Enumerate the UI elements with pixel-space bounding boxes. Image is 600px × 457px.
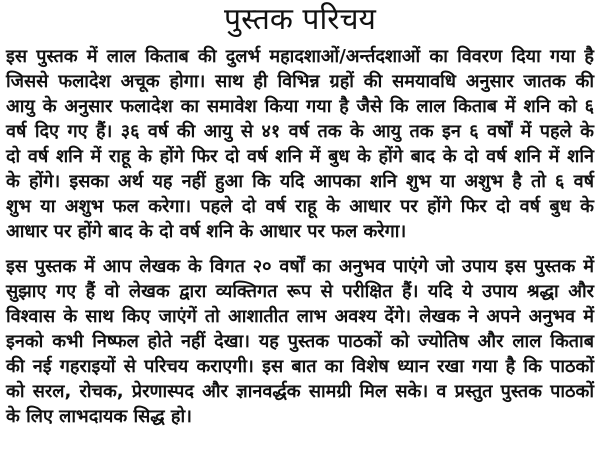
text-line: आधार पर होंगे बाद के दो वर्ष शनि के आधार पर फल करेगा। <box>6 221 407 242</box>
text-line: सुझाए गए हैं वो लेखक द्वारा व्यक्तिगत रूप से परीक्षित हैं। यदि ये उपाय श्रद्धा और <box>6 281 594 302</box>
text-line: वर्ष दिए गए हैं। ३६ वर्ष की आयु से ४१ वर्ष तक के आयु तक इन ६ वर्षों में पहले के <box>6 121 594 142</box>
text-line: को सरल, रोचक, प्रेरणास्पद और ज्ञानवर्द्धक सामग्री मिल सके। व प्रस्तुत पुस्तक पाठकों <box>6 381 594 402</box>
paragraph-1 <box>6 44 594 244</box>
text-line: जिससे फलादेश अचूक होगा। साथ ही विभिन्न ग्रहों की समयावधि अनुसार जातक की <box>6 71 594 92</box>
page-title: पुस्तक परिचय <box>224 2 376 37</box>
text-line: विश्वास के साथ किए जाएंगें तो आशातीत लाभ अवश्य देंगे। लेखक ने अपने अनुभव में <box>6 306 594 327</box>
text-line: के होंगे। इसका अर्थ यह नहीं हुआ कि यदि आपका शनि शुभ या अशुभ है तो ६ वर्ष <box>6 171 594 192</box>
text-line: इनको कभी निष्फल होते नहीं देखा। यह पुस्तक पाठकों को ज्योतिष और लाल किताब <box>6 331 594 352</box>
text-line: इस पुस्तक में लाल किताब की दुलर्भ महादशाओं/अर्न्तदशाओं का विवरण दिया गया है <box>6 46 594 67</box>
text-line: के लिए लाभदायक सिद्ध हो। <box>6 406 192 427</box>
text-line: शुभ या अशुभ फल करेगा। पहले दो वर्ष राहू के आधार पर होंगे फिर दो वर्ष बुध के <box>6 196 594 217</box>
text-line: आयु के अनुसार फलादेश का समावेश किया गया है जैसे कि लाल किताब में शनि को ६ <box>6 96 594 117</box>
text-line: इस पुस्तक में आप लेखक के विगत २० वर्षों का अनुभव पाएंगे जो उपाय इस पुस्तक में <box>6 256 594 277</box>
text-line: की नई गहराइयों से परिचय कराएगी। इस बात का विशेष ध्यान रखा गया है कि पाठकों <box>6 356 594 377</box>
paragraph-2 <box>6 254 594 429</box>
text-line: दो वर्ष शनि में राहू के होंगे फिर दो वर्ष शनि में बुध के होंगे बाद के दो वर्ष शनि में शनि <box>6 146 594 167</box>
